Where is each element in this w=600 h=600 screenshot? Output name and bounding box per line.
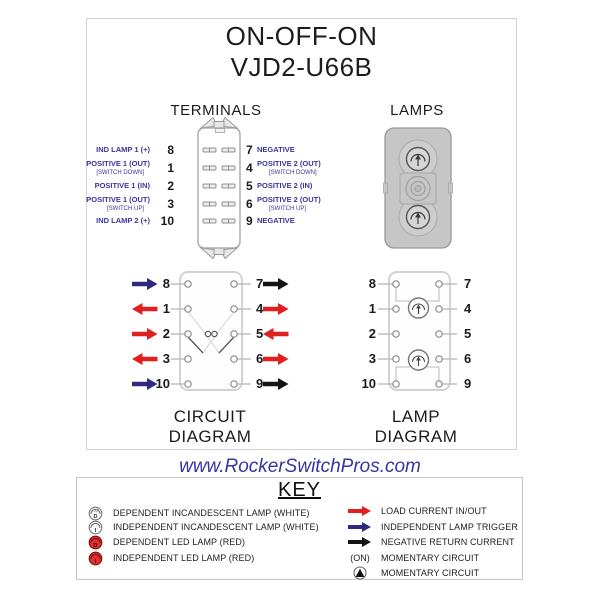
lamp-pin-number: 7 — [464, 276, 472, 291]
dependent-led-lamp-icon — [84, 535, 106, 550]
incandescent-lamp-top-icon — [407, 148, 430, 171]
actuator-side-tab-right — [449, 183, 453, 193]
mounting-clip-bottom-icon — [201, 248, 237, 259]
circuit-diagram-caption: CIRCUIT DIAGRAM — [168, 407, 252, 446]
terminal-label-8: IND LAMP 1 (+) — [96, 145, 150, 154]
switch-body-top-tab — [216, 129, 225, 133]
terminal-label-7: NEGATIVE — [257, 145, 295, 154]
svg-text:D: D — [93, 542, 97, 549]
terminal-label-9: NEGATIVE — [257, 216, 295, 225]
svg-text:D: D — [93, 513, 97, 520]
key-item-negative-return: NEGATIVE RETURN CURRENT — [346, 534, 515, 550]
terminal-number-3: 3 — [167, 197, 174, 211]
key-item-momentary-on: (ON) MOMENTARY CIRCUIT — [350, 553, 480, 563]
page-title-line1: ON-OFF-ON — [225, 21, 378, 51]
lamp-diagram-caption: LAMP DIAGRAM — [374, 407, 458, 446]
independent-lamp-1-icon — [409, 298, 429, 318]
terminal-number-1: 1 — [167, 161, 174, 175]
circuit-pin-number: 10 — [155, 376, 170, 391]
circuit-pin-number: 2 — [162, 326, 170, 341]
circuit-pin-number: 6 — [256, 351, 264, 366]
key-item-momentary-triangle: MOMENTARY CIRCUIT — [346, 565, 479, 581]
svg-text:I: I — [94, 527, 96, 534]
website-link[interactable]: www.RockerSwitchPros.com — [179, 456, 421, 477]
circuit-pin-number: 7 — [256, 276, 264, 291]
terminal-label-6: POSITIVE 2 (OUT) [SWITCH UP] — [257, 195, 321, 212]
independent-incandescent-lamp-icon — [84, 520, 106, 535]
svg-text:I: I — [94, 558, 96, 565]
page-title-line2: VJD2-U66B — [230, 52, 373, 82]
key-item-independent-led: I INDEPENDENT LED LAMP (RED) — [84, 550, 254, 566]
key-item-independent-lamp-trigger: INDEPENDENT LAMP TRIGGER — [346, 519, 518, 535]
lamps-header: LAMPS — [390, 102, 444, 119]
lamp-pin-number: 4 — [464, 301, 472, 316]
load-current-arrow-icon — [346, 506, 374, 516]
terminal-label-1: POSITIVE 1 (OUT) [SWITCH DOWN] — [86, 159, 150, 176]
lamp-pin-number: 8 — [368, 276, 376, 291]
terminals-switch-drawing — [186, 116, 254, 262]
lamp-pin-number: 10 — [361, 376, 376, 391]
circuit-pin-number: 1 — [162, 301, 170, 316]
terminal-number-9: 9 — [246, 214, 253, 228]
lamp-pin-number: 5 — [464, 326, 472, 341]
terminal-label-4: POSITIVE 2 (OUT) [SWITCH DOWN] — [257, 159, 321, 176]
circuit-pin-number: 5 — [256, 326, 264, 341]
circuit-pin-number: 4 — [256, 301, 264, 316]
terminal-number-2: 2 — [167, 179, 174, 193]
lamp-pin-number: 6 — [464, 351, 472, 366]
key-title: KEY — [277, 479, 322, 501]
terminal-number-8: 8 — [167, 143, 174, 157]
key-item-load-current: LOAD CURRENT IN/OUT — [346, 503, 487, 519]
terminal-label-10: IND LAMP 2 (+) — [96, 216, 150, 225]
terminal-number-6: 6 — [246, 197, 253, 211]
circuit-pin-number: 8 — [162, 276, 170, 291]
momentary-on-text: (ON) — [350, 553, 370, 563]
lamp-pin-number: 1 — [368, 301, 376, 316]
terminal-label-5: POSITIVE 2 (IN) — [257, 181, 313, 190]
negative-return-arrow-icon — [346, 537, 374, 547]
incandescent-lamp-bottom-icon — [407, 206, 430, 229]
terminal-number-7: 7 — [246, 143, 253, 157]
key-item-independent-incandescent: I INDEPENDENT INCANDESCENT LAMP (WHITE) — [84, 519, 319, 535]
actuator-side-tab-left — [384, 183, 388, 193]
terminal-number-10: 10 — [160, 214, 174, 228]
terminals-header: TERMINALS — [170, 102, 262, 119]
momentary-circuit-icon — [346, 566, 374, 580]
key-item-dependent-led: D DEPENDENT LED LAMP (RED) — [84, 534, 245, 550]
terminal-label-3: POSITIVE 1 (OUT) [SWITCH UP] — [86, 195, 150, 212]
terminal-number-5: 5 — [246, 179, 253, 193]
terminal-number-4: 4 — [246, 161, 253, 175]
circuit-pin-number: 3 — [162, 351, 170, 366]
circuit-pin-number: 9 — [256, 376, 264, 391]
independent-lamp-2-icon — [409, 350, 429, 370]
lamp-pin-number: 2 — [368, 326, 376, 341]
key-item-dependent-incandescent: D DEPENDENT INCANDESCENT LAMP (WHITE) — [84, 505, 310, 521]
lamp-pin-number: 3 — [368, 351, 376, 366]
terminal-label-2: POSITIVE 1 (IN) — [94, 181, 150, 190]
independent-led-lamp-icon — [84, 551, 106, 566]
mounting-clip-top-icon — [201, 118, 237, 129]
lamps-actuator-drawing — [383, 126, 453, 250]
independent-lamp-trigger-arrow-icon — [346, 522, 374, 532]
lamp-pin-number: 9 — [464, 376, 472, 391]
